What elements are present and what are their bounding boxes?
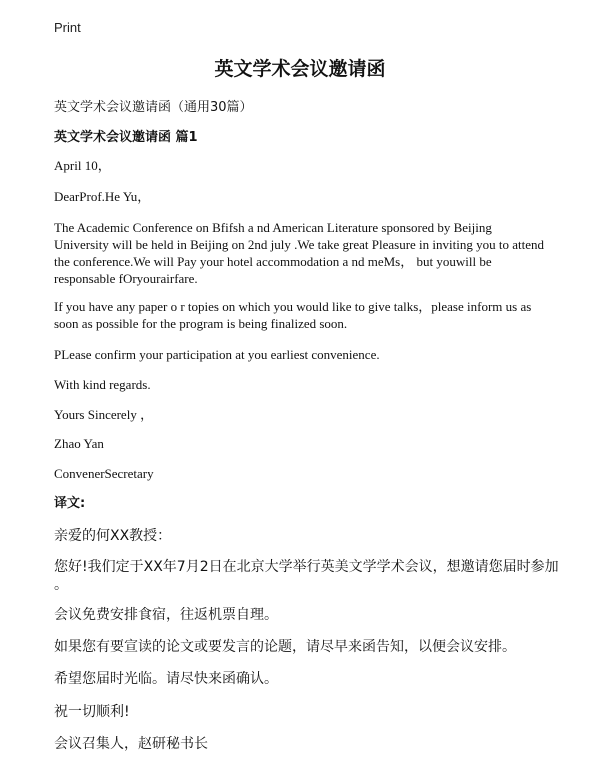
letter-date: April 10， — [54, 158, 111, 173]
letter-salutation: DearProf.He Yu， — [54, 189, 151, 204]
letter-paragraph-3: PLease confirm your participation at you earliest convenience. — [54, 347, 380, 362]
translation-paragraph-1-end: 。 — [54, 577, 68, 593]
translation-paragraph-1: 您好!我们定于XX年7月2日在北京大学举行英美文学学术会议，想邀请您届时参加 — [54, 559, 559, 575]
letter-paragraph-2: If you have any paper o r topies on which you would like to give talks，please inform us as soon as possible for the program is being finalized soon. — [54, 299, 532, 331]
document-subtitle: 英文学术会议邀请函（通用30篇） — [54, 100, 253, 115]
letter-closing-1: With kind regards. — [54, 377, 151, 392]
translation-salutation: 亲爱的何XX教授： — [54, 528, 172, 544]
letter-closing-2: Yours Sincerely ， — [54, 407, 154, 422]
section-heading: 英文学术会议邀请函 篇1 — [54, 130, 198, 145]
translation-signature: 会议召集人，赵研秘书长 — [54, 736, 208, 752]
translation-paragraph-4: 希望您届时光临。请尽快来函确认。 — [54, 671, 278, 687]
signature-title: ConvenerSecretary — [54, 466, 154, 481]
letter-paragraph-1: The Academic Conference on Bfifsh a nd American Literature sponsored by Beijing University will be held in Beijing on 2nd july .We take great Pleasure in inviting you to attend the conference.We will Pay your hotel accommodation a nd meMs， but youwill be responsable fOryourairfare. — [54, 220, 544, 286]
signature-name: Zhao Yan — [54, 436, 104, 451]
translation-paragraph-2: 会议免费安排食宿，往返机票自理。 — [54, 607, 278, 623]
print-link[interactable]: Print — [54, 20, 81, 35]
translation-paragraph-3: 如果您有要宣读的论文或要发言的论题，请尽早来函告知，以便会议安排。 — [54, 639, 516, 655]
translation-paragraph-5: 祝一切顺利! — [54, 704, 130, 720]
page-title: 英文学术会议邀请函 — [214, 58, 386, 80]
translation-heading: 译文: — [54, 496, 86, 511]
